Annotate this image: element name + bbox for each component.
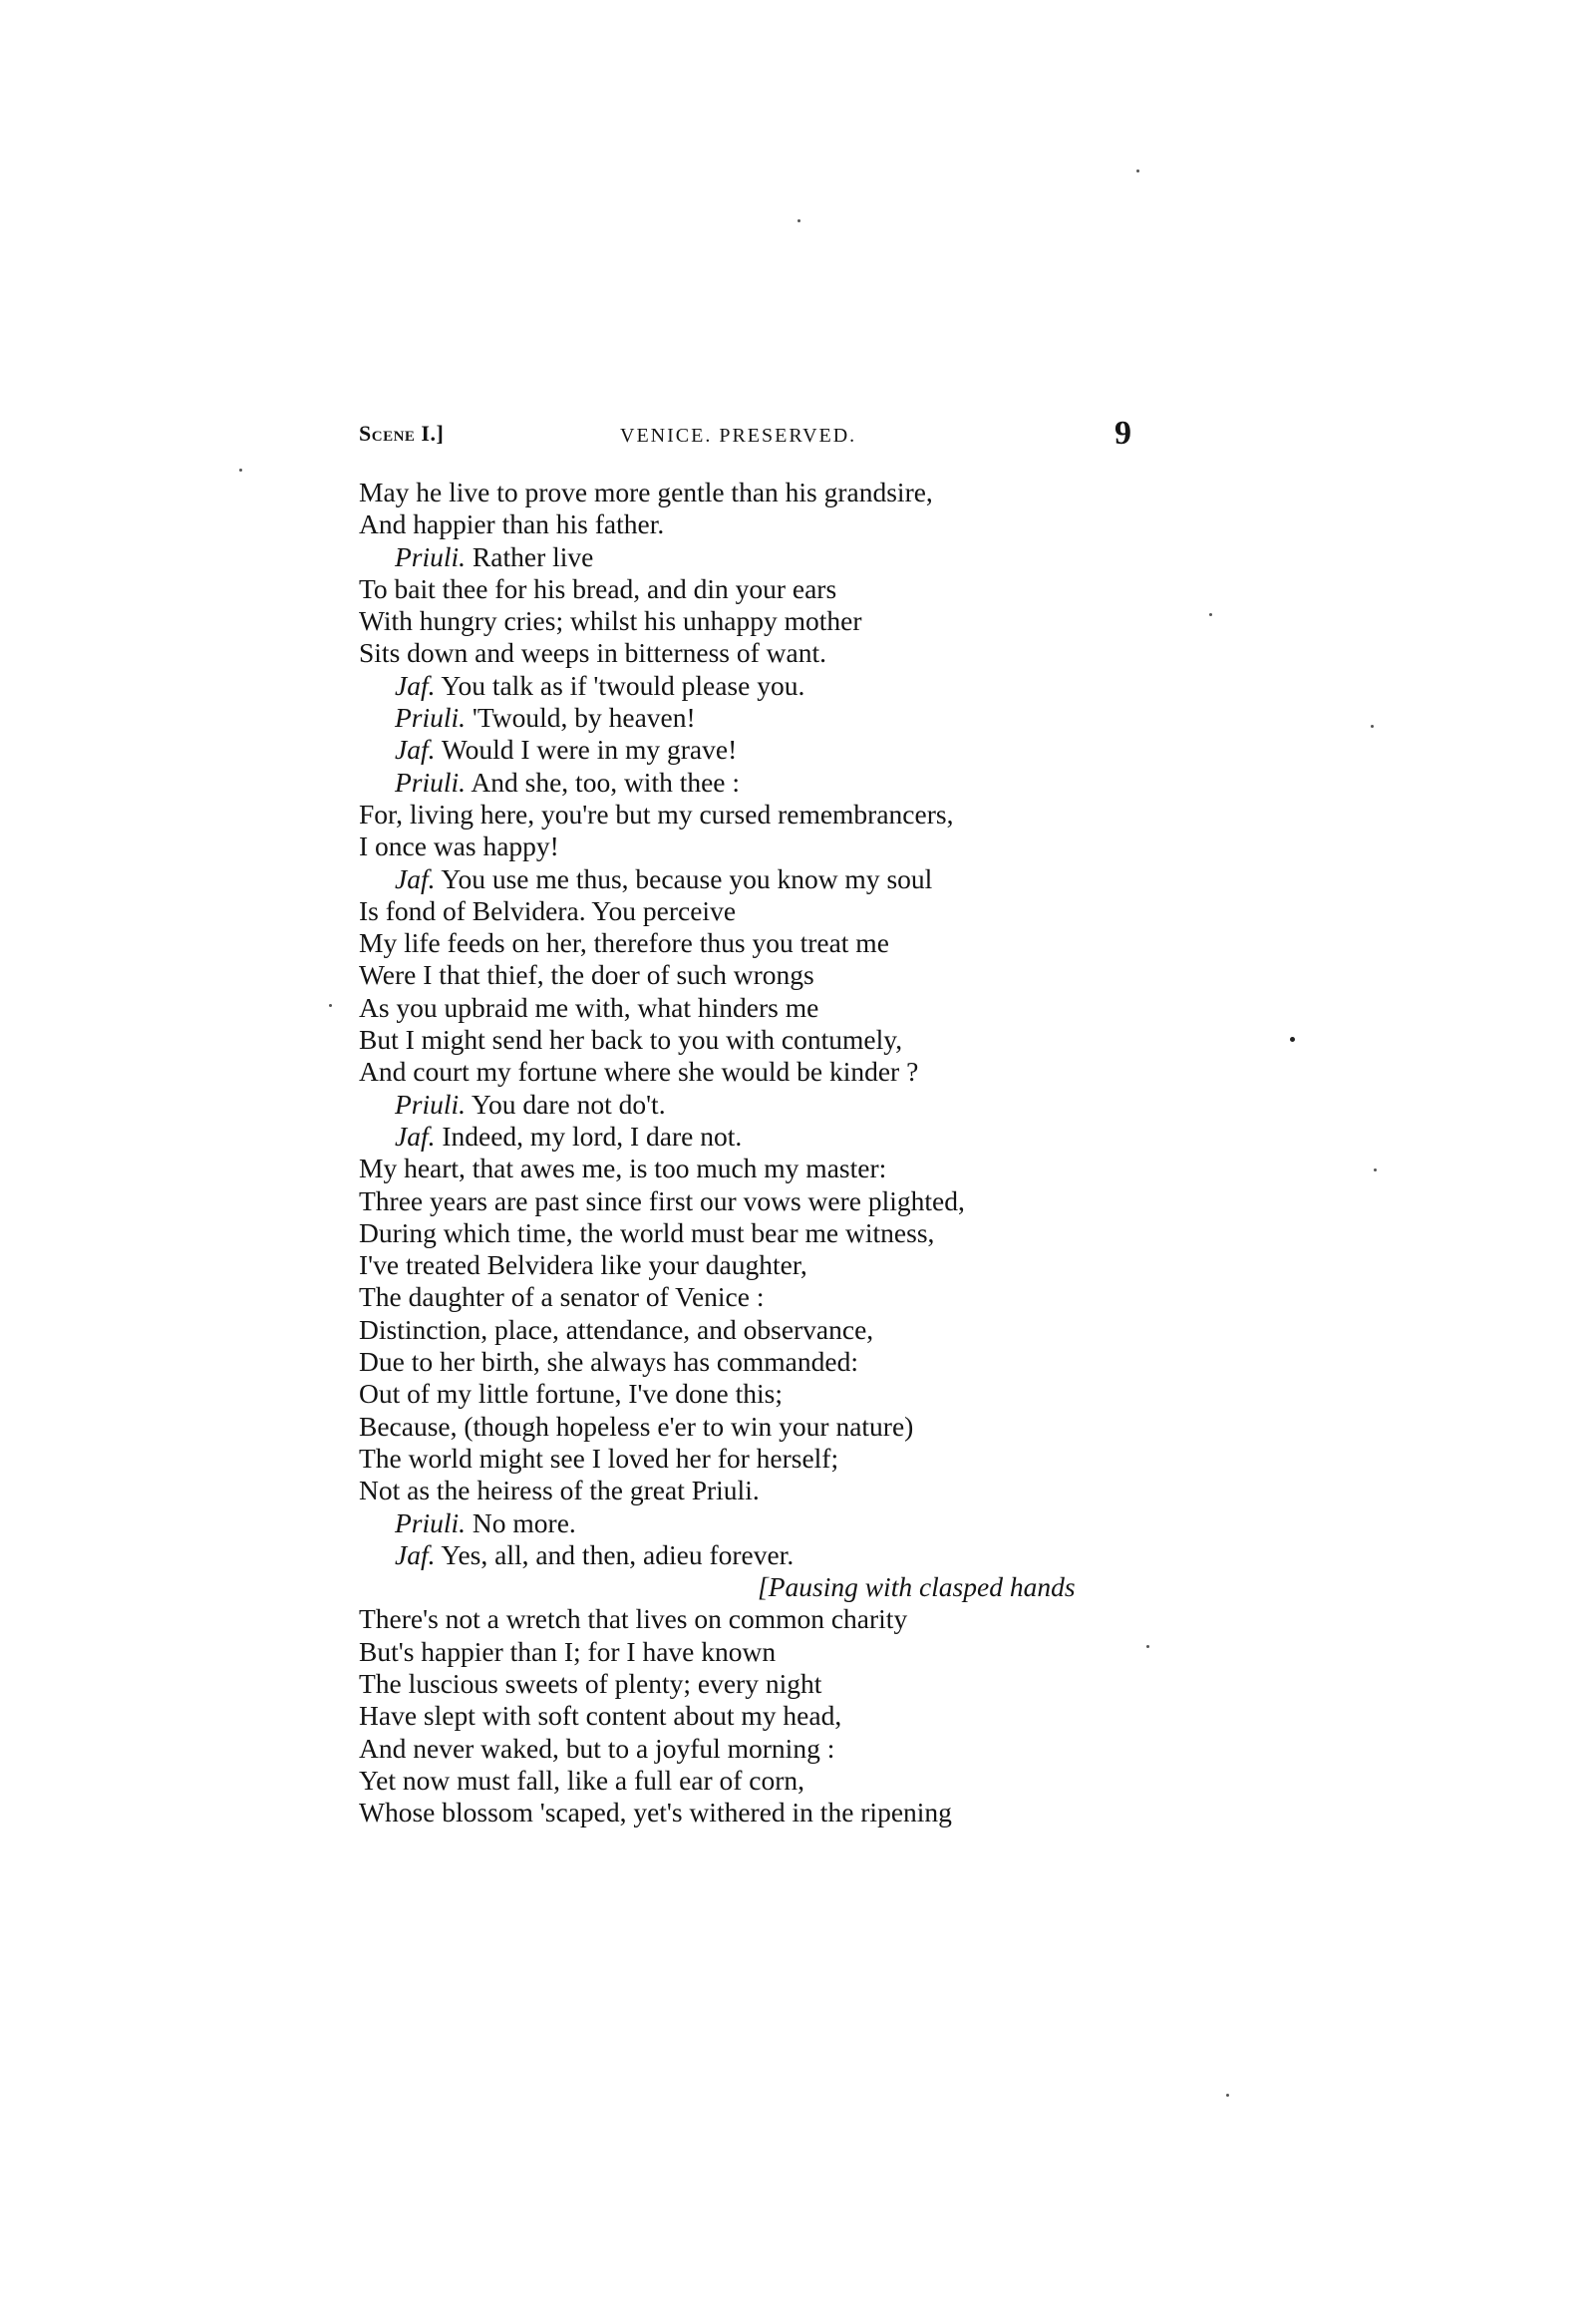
line-text: There's not a wretch that lives on common charity bbox=[359, 1603, 908, 1635]
line-text: Because, (though hopeless e'er to win your nature) bbox=[359, 1410, 914, 1442]
verse-line bbox=[359, 1346, 1176, 1378]
verse-line bbox=[359, 1797, 1176, 1828]
speech-line bbox=[359, 670, 1176, 702]
verse-line bbox=[359, 1217, 1176, 1249]
line-text: For, living here, you're but my cursed remembrancers, bbox=[359, 798, 954, 830]
running-title: VENICE. PRESERVED. bbox=[620, 425, 857, 447]
verse-line bbox=[359, 1733, 1176, 1765]
line-text: But I might send her back to you with contumely, bbox=[359, 1024, 903, 1056]
line-text: Yes, all, and then, adieu forever. bbox=[441, 1538, 795, 1570]
line-text: Three years are past since first our vows were plighted, bbox=[359, 1184, 965, 1216]
line-text: Were I that thief, the doer of such wrongs bbox=[359, 959, 814, 991]
line-text: Indeed, my lord, I dare not. bbox=[442, 1120, 743, 1152]
line-text: May he live to prove more gentle than his grandsire, bbox=[359, 477, 933, 507]
verse-line bbox=[359, 1185, 1176, 1217]
verse-line bbox=[359, 895, 1176, 927]
speech-line bbox=[359, 1539, 1176, 1571]
speaker-name: Priuli. bbox=[395, 540, 467, 572]
stage-direction bbox=[359, 1571, 1176, 1603]
verse-line bbox=[359, 1700, 1176, 1732]
line-text: Yet now must fall, like a full ear of corn, bbox=[359, 1764, 805, 1796]
scene-label: Scene I.] bbox=[359, 421, 445, 446]
verse-line bbox=[359, 605, 1176, 637]
line-text: And court my fortune where she would be kinder ? bbox=[359, 1056, 919, 1088]
verse-line bbox=[359, 1443, 1176, 1475]
verse-line bbox=[359, 1378, 1176, 1410]
line-text: Whose blossom 'scaped, yet's withered in the ripening bbox=[359, 1797, 952, 1828]
running-header bbox=[359, 415, 1146, 459]
verse-line bbox=[359, 830, 1176, 862]
line-text: But's happier than I; for I have known bbox=[359, 1635, 777, 1667]
line-text: During which time, the world must bear me witness, bbox=[359, 1216, 935, 1248]
verse-line bbox=[359, 927, 1176, 959]
verse-line bbox=[359, 1153, 1176, 1184]
line-text: Out of my little fortune, I've done this; bbox=[359, 1378, 784, 1410]
line-text: Is fond of Belvidera. You perceive bbox=[359, 894, 737, 926]
line-text: The luscious sweets of plenty; every night bbox=[359, 1667, 822, 1699]
speaker-name: Priuli. bbox=[395, 1506, 467, 1538]
speaker-name: Priuli. bbox=[395, 766, 467, 798]
verse-line bbox=[359, 992, 1176, 1024]
verse-line bbox=[359, 1668, 1176, 1700]
line-text: My heart, that awes me, is too much my master: bbox=[359, 1153, 887, 1184]
line-text: [Pausing with clasped hands bbox=[758, 1571, 1076, 1603]
verse-line bbox=[359, 1603, 1176, 1635]
speech-line bbox=[359, 767, 1176, 799]
line-text: With hungry cries; whilst his unhappy mother bbox=[359, 605, 862, 637]
verse-line bbox=[359, 1281, 1176, 1313]
speech-line bbox=[359, 1507, 1176, 1539]
verse-line bbox=[359, 477, 1176, 508]
line-text: I once was happy! bbox=[359, 830, 559, 862]
line-text: You talk as if 'twould please you. bbox=[441, 669, 805, 701]
line-text: You use me thus, because you know my soul bbox=[441, 862, 933, 894]
verse-line bbox=[359, 508, 1176, 540]
verse-line bbox=[359, 573, 1176, 605]
verse-line bbox=[359, 1056, 1176, 1088]
line-text: Would I were in my grave! bbox=[441, 734, 738, 766]
verse-line bbox=[359, 1765, 1176, 1797]
speech-line bbox=[359, 541, 1176, 573]
verse-line bbox=[359, 1249, 1176, 1281]
verse-line bbox=[359, 1024, 1176, 1056]
verse-line bbox=[359, 637, 1176, 669]
line-text: The world might see I loved her for herself; bbox=[359, 1442, 839, 1474]
line-text: The daughter of a senator of Venice : bbox=[359, 1281, 765, 1313]
line-text: And never waked, but to a joyful morning : bbox=[359, 1732, 835, 1764]
page-number: 9 bbox=[1115, 415, 1131, 452]
line-text: Not as the heiress of the great Priuli. bbox=[359, 1475, 760, 1506]
line-text: No more. bbox=[472, 1506, 576, 1538]
line-text: Rather live bbox=[472, 540, 594, 572]
line-text: My life feeds on her, therefore thus you treat me bbox=[359, 927, 889, 959]
verse-line bbox=[359, 799, 1176, 830]
speaker-name: Jaf. bbox=[395, 1120, 436, 1152]
line-text: I've treated Belvidera like your daughter, bbox=[359, 1249, 807, 1281]
verse-line bbox=[359, 1411, 1176, 1443]
line-text: Have slept with soft content about my head, bbox=[359, 1700, 842, 1732]
line-text: As you upbraid me with, what hinders me bbox=[359, 991, 819, 1023]
verse-line bbox=[359, 1314, 1176, 1346]
speaker-name: Jaf. bbox=[395, 669, 436, 701]
line-text: Distinction, place, attendance, and observance, bbox=[359, 1313, 874, 1345]
speech-line bbox=[359, 702, 1176, 734]
speech-line bbox=[359, 734, 1176, 766]
line-text: And happier than his father. bbox=[359, 508, 665, 540]
line-text: And she, too, with thee : bbox=[471, 766, 741, 798]
verse-line bbox=[359, 1475, 1176, 1506]
verse-line bbox=[359, 1636, 1176, 1668]
speaker-name: Jaf. bbox=[395, 734, 436, 766]
verse-line bbox=[359, 959, 1176, 991]
line-text: 'Twould, by heaven! bbox=[472, 702, 696, 734]
line-text: You dare not do't. bbox=[471, 1088, 666, 1120]
line-text: Sits down and weeps in bitterness of want. bbox=[359, 637, 826, 669]
speaker-name: Jaf. bbox=[395, 1538, 436, 1570]
speech-line bbox=[359, 1121, 1176, 1153]
speaker-name: Priuli. bbox=[395, 1088, 467, 1120]
line-text: To bait thee for his bread, and din your ears bbox=[359, 572, 837, 604]
play-text bbox=[359, 477, 1176, 1828]
speaker-name: Jaf. bbox=[395, 862, 436, 894]
line-text: Due to her birth, she always has commanded: bbox=[359, 1346, 858, 1378]
speaker-name: Priuli. bbox=[395, 702, 467, 734]
speech-line bbox=[359, 1089, 1176, 1121]
speech-line bbox=[359, 863, 1176, 895]
